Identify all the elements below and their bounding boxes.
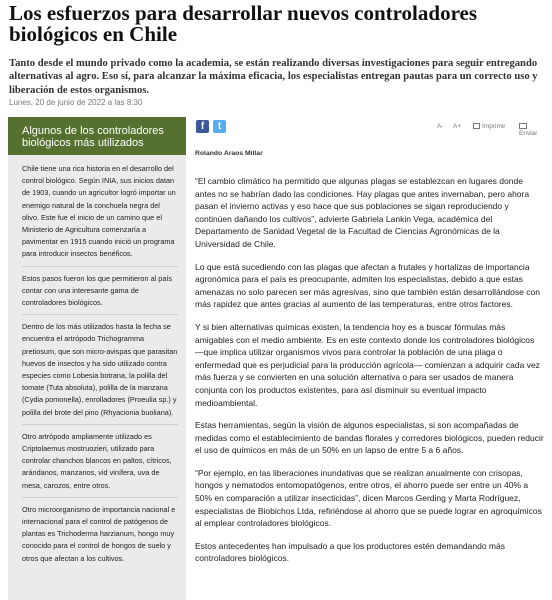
article-paragraph: “Por ejemplo, en las liberaciones inundativas que se realizan anualmente con crisopas, hongos y nematodos entomopatógenos, entre otros, el ahorro puede ser entre un 40% a 50% en comparación a utilizar insecticidas”, dicen Marcos Gerding y Marta Rodríguez, especialistas de Biobichos Ltda, refiriéndose al ahorro que se puede lograr en agroquímicos al emplear controladores biológicos. [195, 467, 542, 529]
facebook-share-icon[interactable]: f [196, 120, 209, 133]
sidebar-paragraph: Estos pasos fueron los que permitieron al país contar con una interesante gama de controladores biológicos. [22, 273, 178, 316]
sidebar-paragraph: Dentro de los más utilizados hasta la fecha se encuentra el artrópodo Trichogramma pretiosum, que son micro-avispas que parasitan huevos de insectos y ha sido utilizado contra especies como Lobesia botrana, la polilla del tomate (Tuta absoluta), polilla de la manzana (Cydia pomonella), enrolladores (Proeulia sp.) y polilla del brote del pino (Rhyacionia buoliana). [22, 321, 178, 425]
lead-paragraph: Tanto desde el mundo privado como la academia, se están realizando diversas investigaciones para seguir entregando alternativas al agro. Eso sí, para alcanzar la máxima eficacia, los especialistas entregan pautas para un correcto uso y liberación de estos organismos. [9, 58, 538, 96]
article-paragraph: Estas herramientas, según la visión de algunos especialistas, si son acompañadas de medidas como el establecimiento de bandas florales y corredores biológicos, pueden reducir el uso de químicos en más de un 50% en un lapso de entre 5 a 6 años. [195, 420, 544, 456]
article-paragraph: Estos antecedentes han impulsado a que los productores estén demandando más controladores biológicos. [195, 540, 505, 564]
printer-icon [473, 123, 480, 129]
article-paragraph: “El cambio climático ha permitido que algunas plagas se establezcan en lugares donde antes no se habrían dado las condiciones. Hay plagas que antes invernaban, pero ahora pasan el invierno activas y eso hace que sus poblaciones se sigan reproduciendo y continúen dañando los cultivos”, advierte Gabriela Lankin Vega, académica del Departamento de Sanidad Vegetal de la Facultad de Ciencias Agronómicas de la Universidad de Chile. [195, 176, 530, 249]
sidebar-paragraph: Chile tiene una rica historia en el desarrollo del control biológico. Según INIA, sus inicios datan de 1903, cuando un agricultor logró importar un enemigo natural de la conchuela negra del olivo. Este fue el inicio de un camino que el Ministerio de Agricultura comenzaría a pavimentar en 1915 cuando inició un programa para introducir insectos benéficos. [22, 163, 178, 267]
article-paragraph: Lo que está sucediendo con las plagas que afectan a frutales y hortalizas de importancia agronómica para el país es preocupante, admiten los especialistas, debido a que estas amenazas no solo parecen ser más agresivas, sino que también están desarrollándose con más rapidez que antes gracias al aumento de las temperaturas, entre otros factores. [195, 261, 540, 310]
headline: Los esfuerzos para desarrollar nuevos controladores biológicos en Chile [9, 1, 478, 46]
envelope-icon [519, 123, 527, 129]
increase-font-button[interactable]: A+ [453, 123, 462, 130]
sidebar-box [8, 117, 186, 600]
sidebar-header [8, 117, 186, 155]
article-toolbar [193, 118, 545, 136]
decrease-font-button[interactable]: A- [437, 123, 444, 130]
article-body [195, 175, 545, 575]
article-paragraph: Y si bien alternativas químicas existen, la tendencia hoy es a buscar fórmulas más amigables con el medio ambiente. Es en este contexto donde los controladores biológicos —que implica utilizar organismos vivos para controlar la población de una plaga o enfermedad que es perjudicial para la producción agrícola— comienzan a adquirir cada vez más fuerza y se convierten en una solución alternativa o para ser usados de manera conjunta con los productos existentes, para así disminuir su eventual impacto medioambiental. [195, 321, 540, 408]
sidebar-paragraph: Otro microorganismo de importancia nacional e internacional para el control de patógenos de plantas es Trichoderma harzianum, hongo muy conocido para el control de hongos de suelo y otros que afectan a los cultivos. [22, 504, 176, 563]
sidebar-body [8, 155, 186, 570]
twitter-share-icon[interactable]: t [213, 120, 226, 133]
print-label: Imprimir [482, 123, 506, 130]
sidebar-title: Algunos de los controladores biológicos más utilizados [22, 125, 164, 149]
send-button[interactable] [519, 123, 545, 137]
publish-date: Lunes, 20 de junio de 2022 a las 8:30 [9, 98, 143, 107]
send-label: Enviar [519, 130, 538, 137]
sidebar-paragraph: Otro artrópodo ampliamente utilizado es Criptolaemus mostruozieri, utilizado para controlar chanchos blancos en paltos, cítricos, arándanos, manzanos, vid vinífera, uva de mesa, carozos, entre otros. [22, 431, 178, 498]
print-button[interactable] [473, 123, 505, 130]
author-byline: Rolando Araos Millar [195, 150, 263, 157]
